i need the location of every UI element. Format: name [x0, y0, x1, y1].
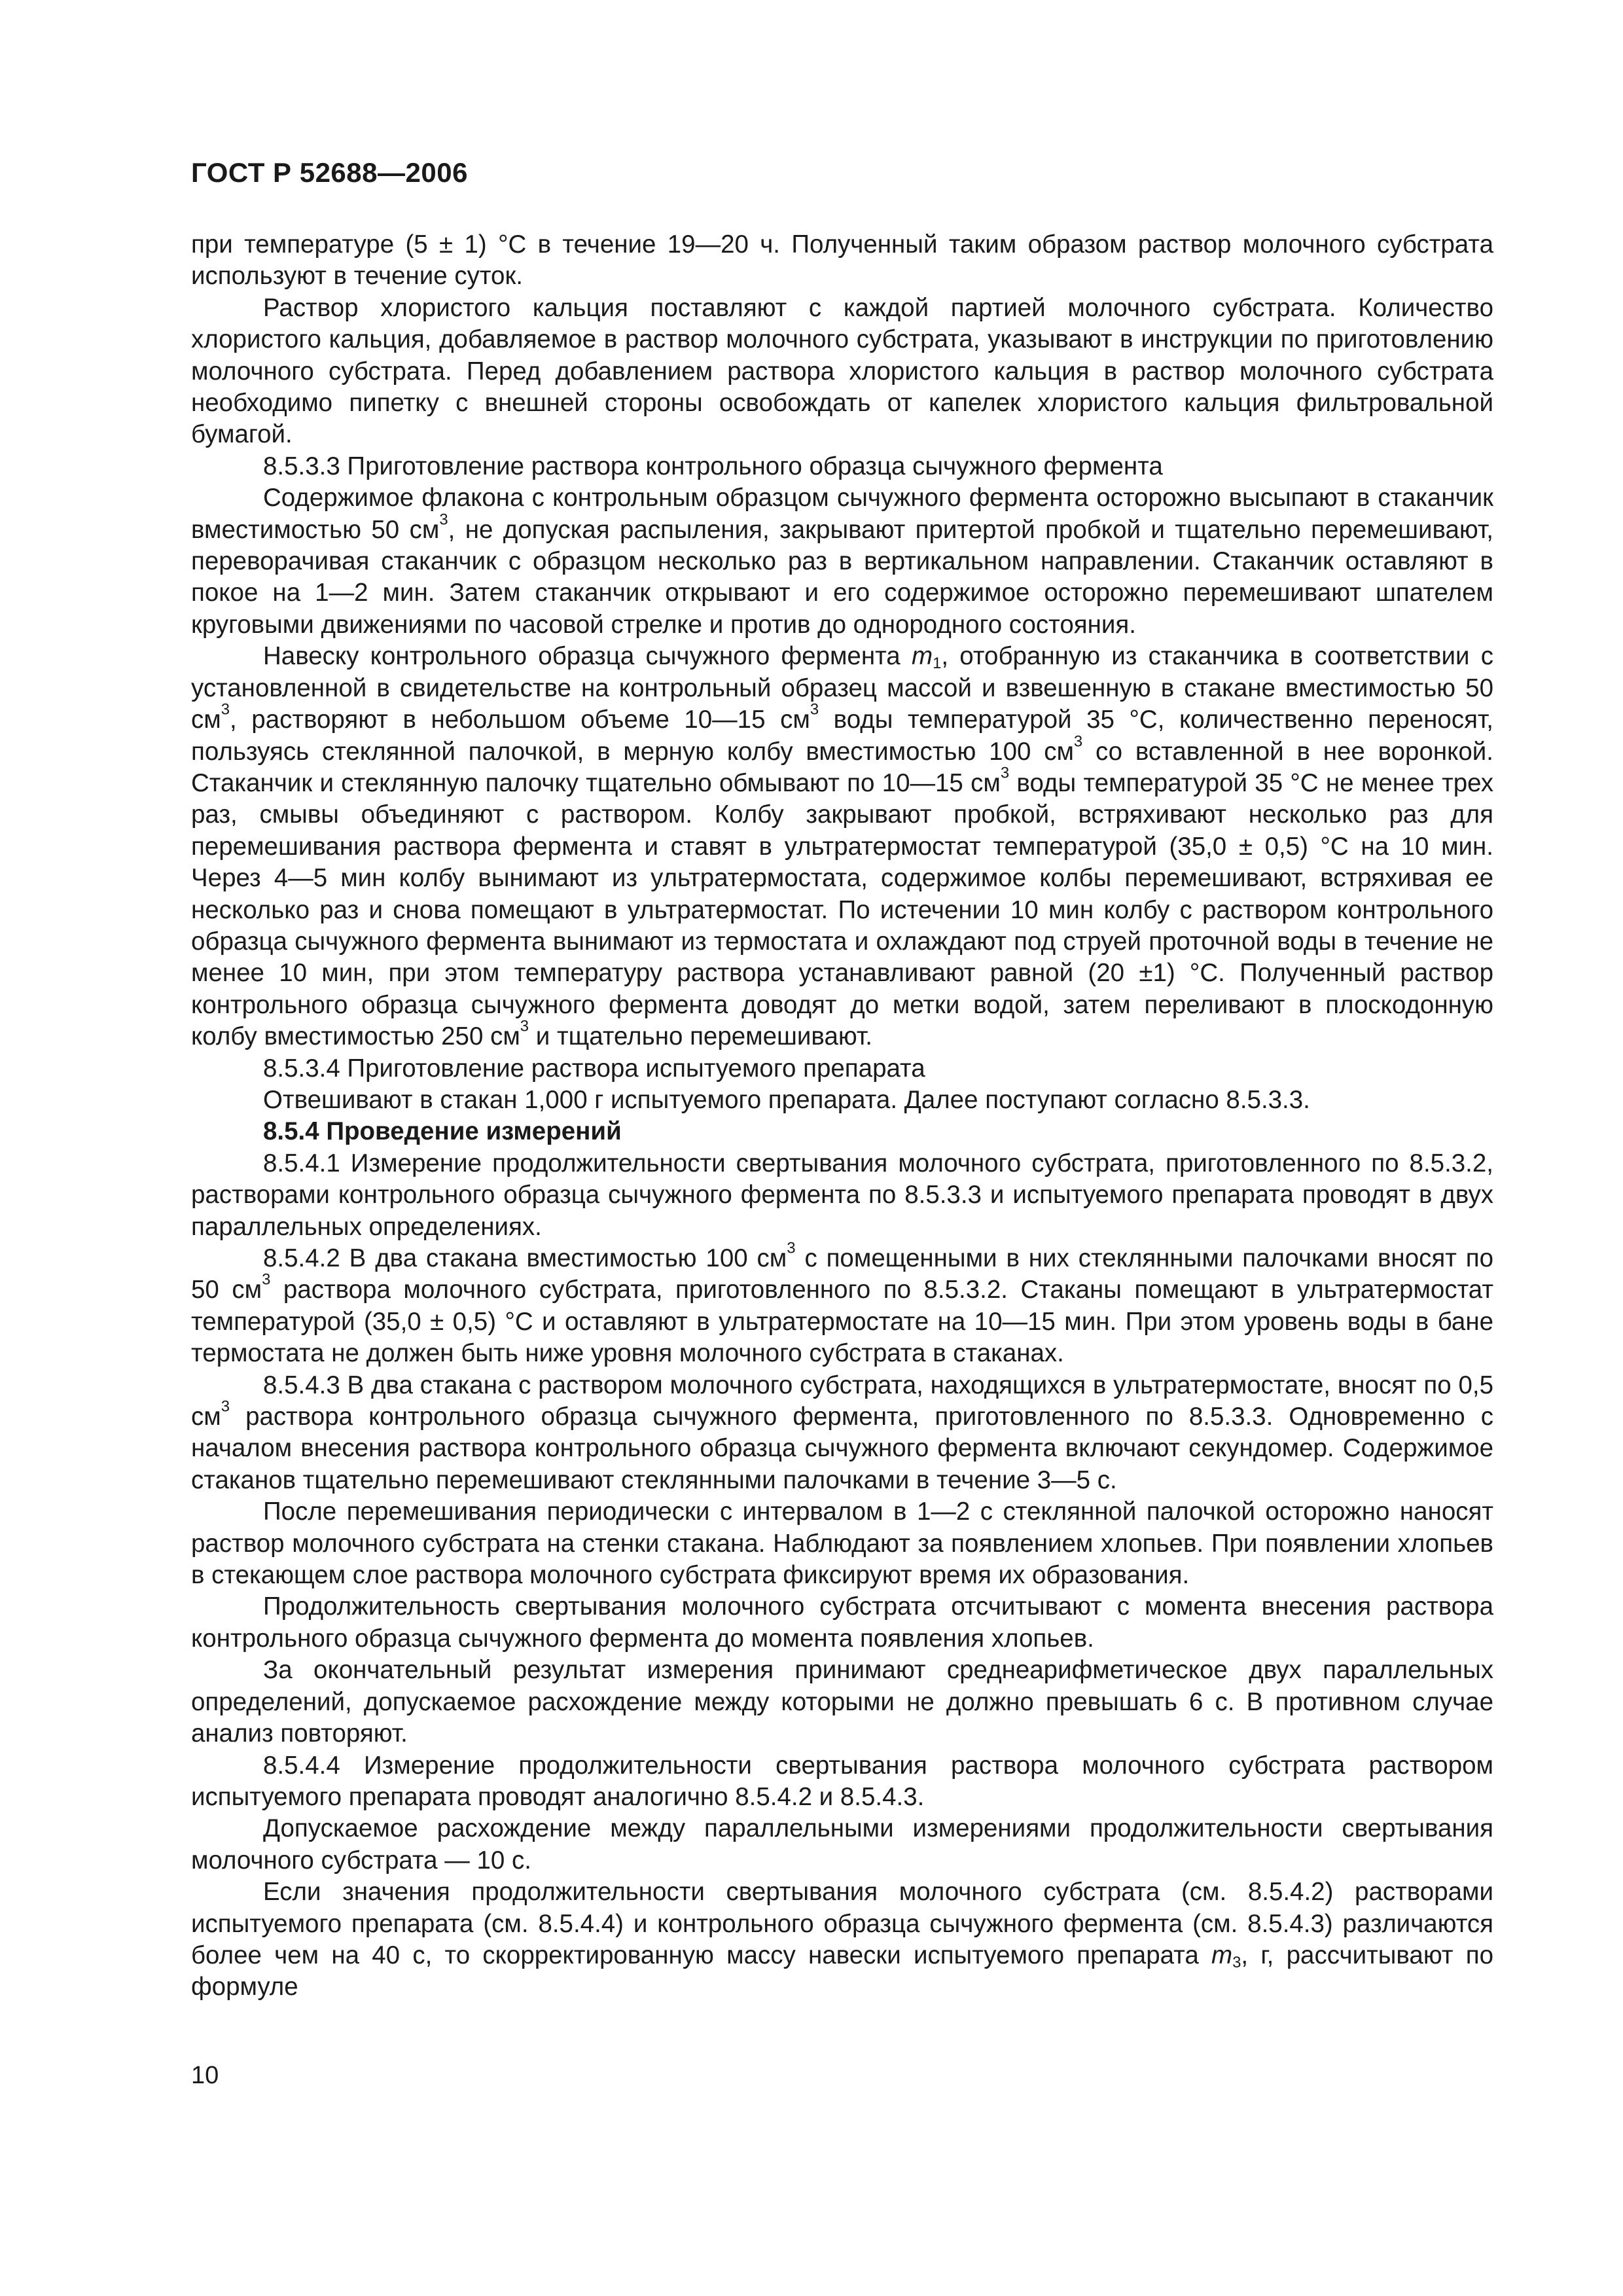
paragraph: 8.5.4.2 В два стакана вместимостью 100 $см^3$ с помещенными в них стеклянными палочками вносят по 50 $см^3$ раствора молочного субстрата, приготовленного по 8.5.3.2. Стаканы помещают в ультратермостат температурой (35,0 ± 0,5) °С и оставляют в ультратермостате на 10—15 мин. При этом уровень воды в бане термостата не должен быть ниже уровня молочного субстрата в стаканах. — [191, 1239, 1493, 1368]
paragraph: 8.5.4.1 Измерение продолжительности свертывания молочного субстрата, приготовленного по 8.5.3.2, растворами контрольного образца сычужного фермента по 8.5.3.3 и испытуемого препарата проводят в двух параллельных определениях. — [191, 1149, 1493, 1241]
paragraph: Отвешивают в стакан 1,000 г испытуемого препарата. Далее поступают согласно 8.5.3.3. — [263, 1085, 1310, 1114]
paragraph: Продолжительность свертывания молочного субстрата отсчитывают с момента внесения раствора контрольного образца сычужного фермента до момента появления хлопьев. — [191, 1592, 1493, 1653]
paragraph: За окончательный результат измерения принимают среднеарифметическое двух параллельных определений, допускаемое расхождение между которыми не должно превышать 6 с. В противном случае анализ повторяют. — [191, 1656, 1493, 1748]
document-header: ГОСТ Р 52688—2006 — [191, 157, 468, 188]
paragraph: Раствор хлористого кальция поставляют с каждой партией молочного субстрата. Количество хлористого кальция, добавляемое в раствор молочного субстрата, указывают в инструкции по приготовлению молочного субстрата. Перед добавлением раствора хлористого кальция в раствор молочного субстрата необходимо пипетку с внешней стороны освобождать от капелек хлористого кальция фильтровальной бумагой. — [191, 293, 1493, 449]
document-body — [191, 229, 1493, 2003]
page-number: 10 — [191, 2062, 219, 2089]
paragraph: 8.5.4.4 Измерение продолжительности свертывания раствора молочного субстрата раствором испытуемого препарата проводят аналогично 8.5.4.2 и 8.5.4.3. — [191, 1751, 1493, 1811]
paragraph: при температуре (5 ± 1) °С в течение 19—20 ч. Полученный таким образом раствор молочного субстрата используют в течение суток. — [191, 230, 1493, 291]
subsection-heading: 8.5.3.4 Приготовление раствора испытуемого препарата — [263, 1054, 925, 1083]
paragraph: Если значения продолжительности свертывания молочного субстрата (см. 8.5.4.2) растворами испытуемого препарата (см. 8.5.4.4) и контрольного образца сычужного фермента (см. 8.5.4.3) различаются более чем на 40 с, то скорректированную массу навески испытуемого препарата $m_3$, г, рассчитывают по формуле — [191, 1878, 1493, 2001]
paragraph: 8.5.4.3 В два стакана с раствором молочного субстрата, находящихся в ультратермостате, вносят по 0,5 $см^3$ раствора контрольного образца сычужного фермента, приготовленного по 8.5.3.3. Одновременно с началом внесения раствора контрольного образца сычужного фермента включают секундомер. Содержимое стаканов тщательно перемешивают стеклянными палочками в течение 3—5 с. — [191, 1371, 1493, 1494]
paragraph: Содержимое флакона с контрольным образцом сычужного фермента осторожно высыпают в стаканчик вместимостью 50 $см^3$, не допуская распыления, закрывают притертой пробкой и тщательно перемешивают, переворачивая стаканчик с образцом несколько раз в вертикальном направлении. Стаканчик оставляют в покое на 1—2 мин. Затем стаканчик открывают и его содержимое осторожно перемешивают шпателем круговыми движениями по часовой стрелке и против до однородного состояния. — [191, 484, 1493, 639]
section-heading: 8.5.4 Проведение измерений — [263, 1117, 622, 1146]
paragraph: Допускаемое расхождение между параллельными измерениями продолжительности свертывания молочного субстрата — 10 с. — [191, 1814, 1493, 1874]
subsection-heading: 8.5.3.3 Приготовление раствора контрольного образца сычужного фермента — [263, 452, 1163, 480]
paragraph: Навеску контрольного образца сычужного фермента $m_1$, отобранную из стаканчика в соответствии с установленной в свидетельстве на контрольный образец массой и взвешенную в стакане вместимостью 50 $см^3$, растворяют в небольшом объеме 10—15 $см^3$ воды температурой 35 °С, количественно переносят, пользуясь стеклянной палочкой, в мерную колбу вместимостью 100 $см^3$ со вставленной в нее воронкой. Стаканчик и стеклянную палочку тщательно обмывают по 10—15 $см^3$ воды температурой 35 °С не менее трех раз, смывы объединяют с раствором. Колбу закрывают пробкой, встряхивают несколько раз для перемешивания раствора фермента и ставят в ультратермостат температурой (35,0 ± 0,5) °С на 10 мин. Через 4—5 мин колбу вынимают из ультратермостата, содержимое колбы перемешивают, встряхивая ее несколько раз и снова помещают в ультратермостат. По истечении 10 мин колбу с раствором контрольного образца сычужного фермента вынимают из термостата и охлаждают под струей проточной воды в течение не менее 10 мин, при этом температуру раствора устанавливают равной (20 ±1) °С. Полученный раствор контрольного образца сычужного фермента доводят до метки водой, затем переливают в плоскодонную колбу вместимостью 250 $см^3$ и тщательно перемешивают. — [191, 642, 1494, 1051]
paragraph: После перемешивания периодически с интервалом в 1—2 с стеклянной палочкой осторожно наносят раствор молочного субстрата на стенки стакана. Наблюдают за появлением хлопьев. При появлении хлопьев в стекающем слое раствора молочного субстрата фиксируют время их образования. — [191, 1498, 1493, 1590]
